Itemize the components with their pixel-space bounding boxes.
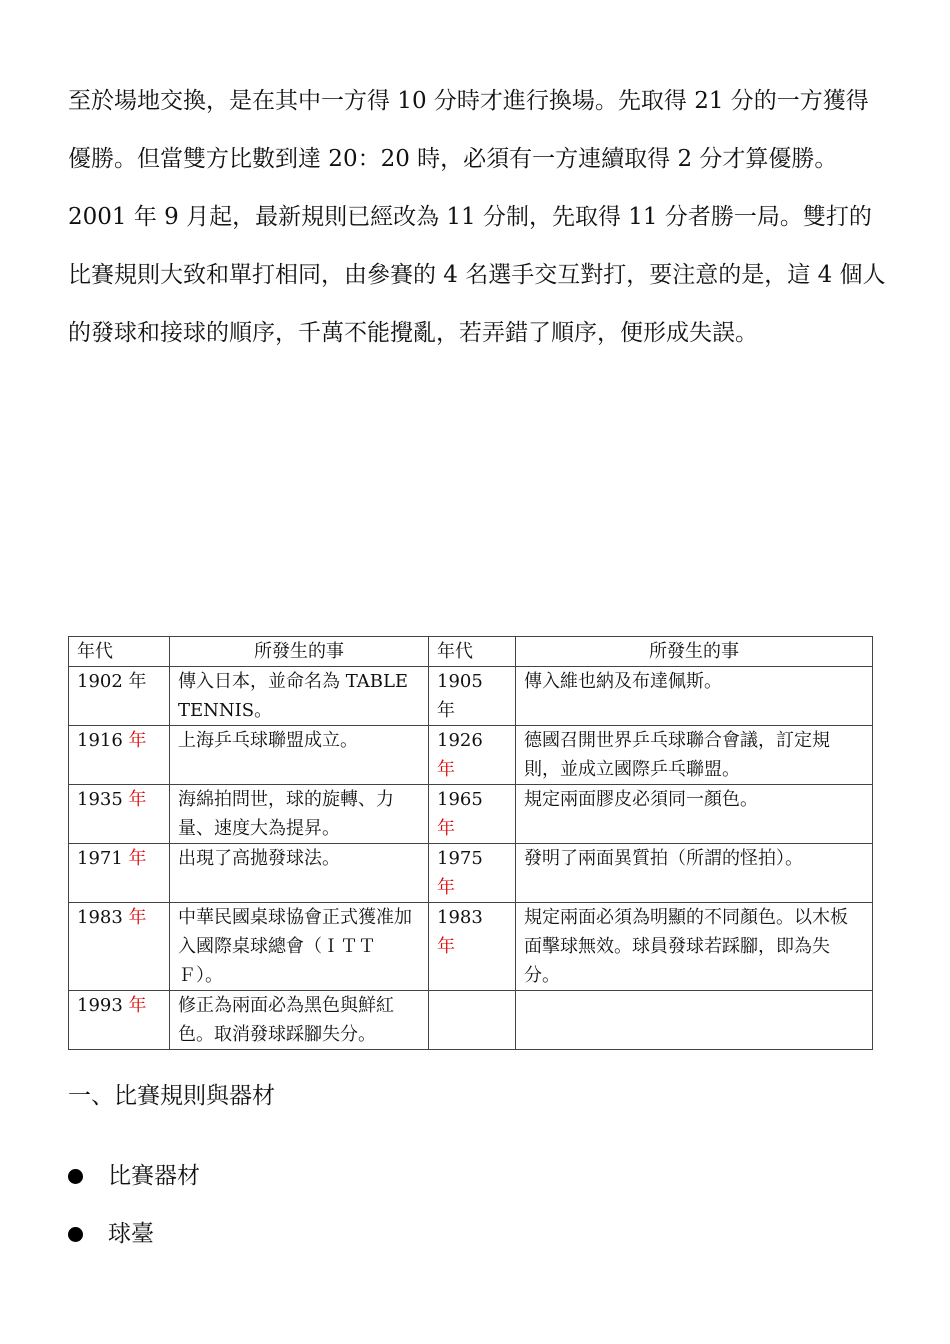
year-cell: 1935 年	[69, 785, 170, 844]
year-cell: 1905 年	[429, 667, 516, 726]
table-row	[69, 726, 873, 785]
list-item	[68, 1214, 200, 1254]
event-cell: 傳入日本，並命名為 TABLE TENNIS。	[170, 667, 429, 726]
year-suffix: 年	[437, 936, 455, 957]
table-header-row	[69, 637, 873, 667]
year-suffix: 年	[437, 759, 455, 780]
year-cell: 1983 年	[429, 903, 516, 991]
bullet-icon	[68, 1227, 83, 1242]
event-cell: 德國召開世界乒乓球聯合會議，訂定規則，並成立國際乒乓聯盟。	[516, 726, 873, 785]
header-year-2: 年代	[429, 637, 516, 667]
table-row	[69, 667, 873, 726]
year-suffix: 年	[128, 671, 147, 692]
table-row	[69, 903, 873, 991]
event-cell	[516, 991, 873, 1050]
table-row	[69, 844, 873, 903]
year-cell: 1916 年	[69, 726, 170, 785]
event-cell: 中華民國桌球協會正式獲准加入國際桌球總會（ＩＴＴＦ）。	[170, 903, 429, 991]
year-cell: 1975 年	[429, 844, 516, 903]
table-row	[69, 785, 873, 844]
table-row	[69, 991, 873, 1050]
event-cell: 傳入維也納及布達佩斯。	[516, 667, 873, 726]
event-cell: 海綿拍問世，球的旋轉、力量、速度大為提昇。	[170, 785, 429, 844]
year-cell	[429, 991, 516, 1050]
year-cell: 1965 年	[429, 785, 516, 844]
header-event-2: 所發生的事	[516, 637, 873, 667]
year-cell: 1983 年	[69, 903, 170, 991]
bullet-icon	[68, 1169, 83, 1184]
list-item	[68, 1156, 200, 1196]
body-paragraph: 至於場地交換，是在其中一方得 10 分時才進行換場。先取得 21 分的一方獲得優勝。但當雙方比數到達 20：20 時，必須有一方連續取得 2 分才算優勝。2001 年 9 月起，最新規則已經改為 11 分制，先取得 11 分者勝一局。雙打的比賽規則大致和單打相同，由參賽的 4 名選手交互對打，要注意的是，這 4 個人的發球和接球的順序，千萬不能攪亂，若弄錯了順序，便形成失誤。	[68, 88, 886, 346]
bullet-list	[68, 1156, 200, 1272]
year-suffix: 年	[437, 877, 455, 898]
header-event-1: 所發生的事	[170, 637, 429, 667]
event-cell: 出現了高拋發球法。	[170, 844, 429, 903]
event-cell: 規定兩面必須為明顯的不同顏色。以木板面擊球無效。球員發球若踩腳，即為失分。	[516, 903, 873, 991]
event-cell: 規定兩面膠皮必須同一顏色。	[516, 785, 873, 844]
year-suffix: 年	[128, 995, 147, 1016]
history-table	[68, 636, 873, 1050]
year-cell: 1926 年	[429, 726, 516, 785]
year-cell: 1902 年	[69, 667, 170, 726]
header-year-1: 年代	[69, 637, 170, 667]
year-suffix: 年	[128, 789, 147, 810]
event-cell: 修正為兩面必為黑色與鮮紅色。取消發球踩腳失分。	[170, 991, 429, 1050]
event-cell: 發明了兩面異質拍（所謂的怪拍）。	[516, 844, 873, 903]
list-item-label: 球臺	[108, 1221, 154, 1247]
year-cell: 1971 年	[69, 844, 170, 903]
event-cell: 上海乒乓球聯盟成立。	[170, 726, 429, 785]
year-cell: 1993 年	[69, 991, 170, 1050]
section-heading: 一、比賽規則與器材	[68, 1083, 275, 1109]
year-suffix: 年	[437, 700, 455, 721]
year-suffix: 年	[128, 848, 147, 869]
year-suffix: 年	[128, 730, 147, 751]
year-suffix: 年	[437, 818, 455, 839]
list-item-label: 比賽器材	[108, 1163, 200, 1189]
year-suffix: 年	[128, 907, 147, 928]
